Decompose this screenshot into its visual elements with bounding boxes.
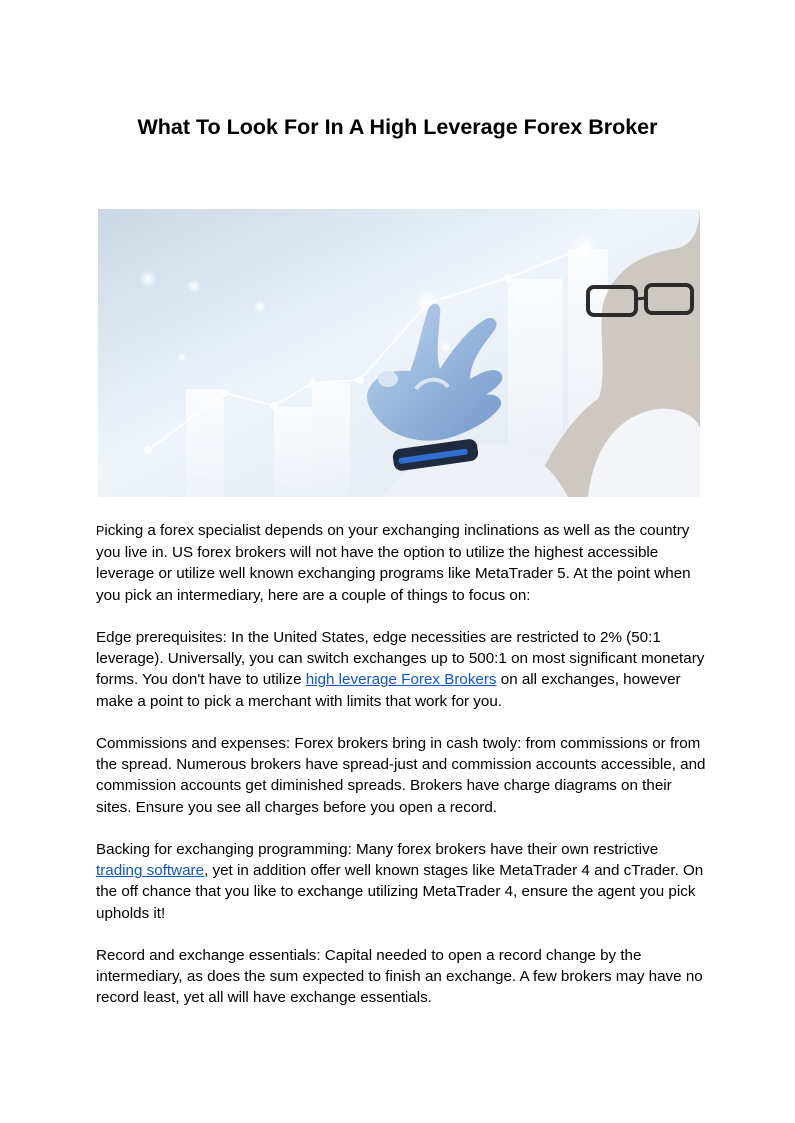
hero-image: [98, 209, 700, 497]
chart-bar: [186, 389, 224, 497]
paragraph-first-letter: P: [96, 524, 105, 538]
trading-software-link[interactable]: trading software: [96, 862, 205, 880]
paragraph: Edge prerequisites: In the United States, edge necessities are restricted to 2% (50:1 leverage). Universally, you can switch exchanges up to 500:1 on most significant monetary forms. You don't have to utilize high leverage Forex Brokers on all exchanges, however make a point to pick a merchant with limits that work for you.: [96, 629, 705, 710]
paragraph: Backing for exchanging programming: Many forex brokers have their own restrictive trading software, yet in addition offer well known stages like MetaTrader 4 and cTrader. On the off chance that you like to exchange utilizing MetaTrader 4, ensure the agent you pick upholds it!: [96, 841, 704, 922]
chart-bar: [274, 407, 312, 497]
paragraph: Record and exchange essentials: Capital needed to open a record change by the intermediary, as does the sum expected to finish an exchange. A few brokers may have no record least, yet all will have exchange essentials.: [96, 947, 703, 1007]
rising-chart-hand-image: [98, 209, 700, 497]
paragraph: Picking a forex specialist depends on your exchanging inclinations as well as the country you live in. US forex brokers will not have the option to utilize the highest accessible leverage or utilize well known exchanging programs like MetaTrader 5. At the point when you pick an intermediary, here are a couple of things to focus on:: [96, 522, 691, 604]
chart-bar: [312, 383, 350, 497]
article-body: [96, 520, 706, 1030]
page-title: What To Look For In A High Leverage Forex Broker: [137, 115, 658, 139]
high-leverage-brokers-link[interactable]: high leverage Forex Brokers: [305, 671, 497, 689]
paragraph: Commissions and expenses: Forex brokers bring in cash twoly: from commissions or from the spread. Numerous brokers have spread-just and commission accounts accessible, and commission accounts get diminished spreads. Brokers have charge diagrams on their sites. Ensure you see all charges before you open a record.: [96, 735, 706, 816]
